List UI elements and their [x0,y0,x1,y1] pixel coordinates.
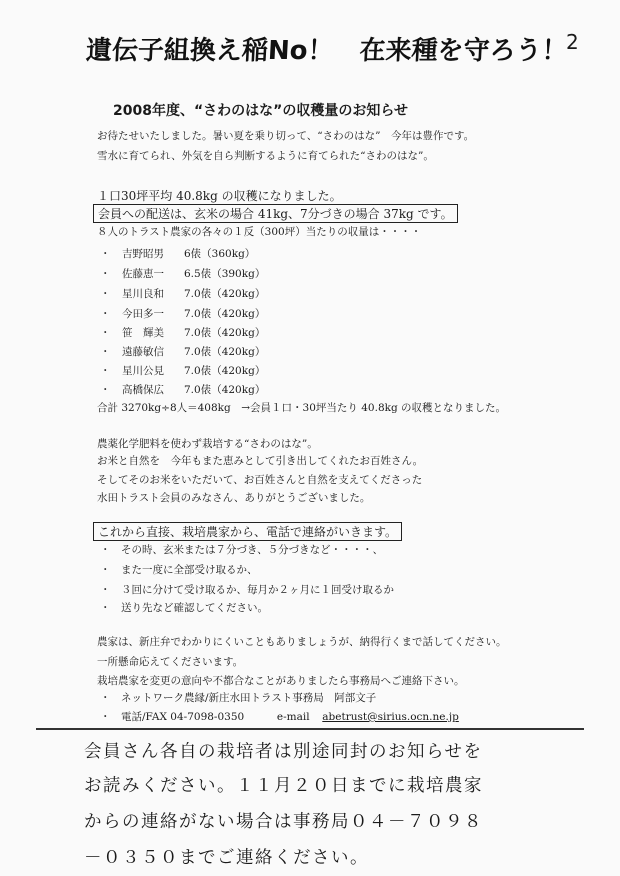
farmer-list-intro: ８人のトラスト農家の各々の１反（300坪）当たりの収量は・・・・ [97,226,422,238]
list-item: ・ 吉野昭男 6俵（360kg） [100,248,256,260]
footer-line-4: －０３５０までご連絡ください。 [84,848,369,868]
note-line-2: 一所懸命応えてくださいます。 [97,656,244,668]
total-calculation: 合計 3270kg÷8人＝408kg →会員１口・30坪当たり 40.8kg の収穫となりました。 [97,402,507,414]
average-yield: １口30坪平均 40.8kg の収穫になりました。 [97,189,342,203]
contact-item: ・ ３回に分けて受け取るか、毎月か２ヶ月に１回受け取るか [100,584,394,596]
email-link[interactable]: abetrust@sirius.ocn.ne.jp [322,711,459,723]
contact-heading: これから直接、栽培農家から、電話で連絡がいきます。 [93,522,402,541]
list-item: ・ 星川公見 7.0俵（420kg） [100,365,266,377]
list-item: ・ 遠藤敏信 7.0俵（420kg） [100,346,266,358]
footer-line-3: からの連絡がない場合は事務局０４－７０９８ [84,812,483,832]
list-item: ・ 星川良和 7.0俵（420kg） [100,288,266,300]
contact-item: ・ 送り先など確認してください。 [100,602,268,614]
list-item: ・ 高橋保広 7.0俵（420kg） [100,384,266,396]
page-number: 2 [566,30,579,54]
phone-fax: ・ 電話/FAX 04-7098-0350 [100,711,245,723]
thanks-line-4: 水田トラスト会員のみなさん、ありがとうございました。 [97,492,371,504]
intro-line-2: 雪水に育てられ、外気を自ら判断するように育てられた“さわのはな”。 [97,150,434,162]
headline: 遺伝子組換え稲No！ 在来種を守ろう！ [85,36,569,66]
list-item: ・ 佐藤恵一 6.5俵（390kg） [100,268,266,280]
footer-line-2: お読みください。１１月２０日までに栽培農家 [84,776,483,796]
office-phone-email [100,711,459,724]
list-item: ・ 今田多一 7.0俵（420kg） [100,308,266,320]
contact-item: ・ その時、玄米または７分づき、５分づきなど・・・・、 [100,544,384,556]
email-label: e-mail [276,711,310,723]
note-line-1: 農家は、新庄弁でわかりにくいこともありましょうが、納得行くまで話してください。 [97,636,507,648]
thanks-line-1: 農薬化学肥料を使わず栽培する“さわのはな”。 [97,438,318,450]
footer-line-1: 会員さん各自の栽培者は別途同封のお知らせを [84,742,483,762]
divider [36,728,584,730]
delivery-notice: 会員への配送は、玄米の場合 41kg、7分づきの場合 37kg です。 [93,204,458,223]
note-line-3: 栽培農家を変更の意向や不都合なことがありましたら事務局へご連絡下さい。 [97,675,465,687]
notice-title: 2008年度、“さわのはな”の収穫量のお知らせ [113,103,408,119]
thanks-line-3: そしてそのお米をいただいて、お百姓さんと自然を支えてくださった [97,474,423,486]
thanks-line-2: お米と自然を 今年もまた恵みとして引き出してくれたお百姓さん。 [97,455,424,467]
office-name: ・ ネットワーク農縁/新庄水田トラスト事務局 阿部文子 [100,692,377,704]
contact-item: ・ また一度に全部受け取るか、 [100,564,258,576]
intro-line-1: お待たせいたしました。暑い夏を乗り切って、“さわのはな” 今年は豊作です。 [97,130,475,142]
list-item: ・ 笹 輝美 7.0俵（420kg） [100,327,266,339]
